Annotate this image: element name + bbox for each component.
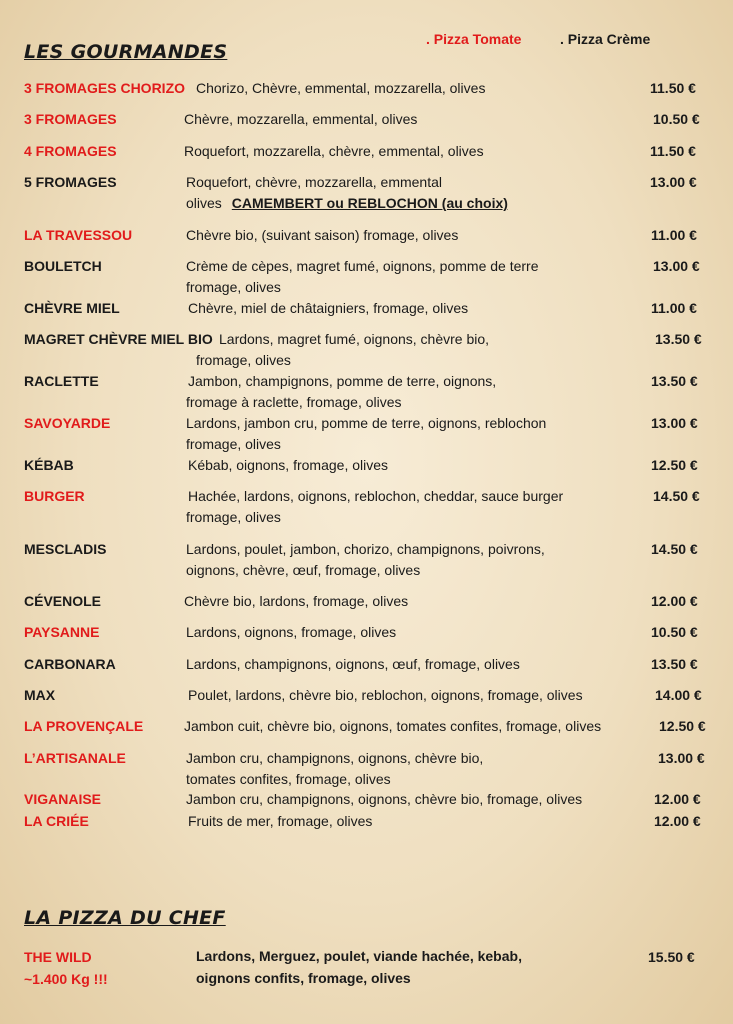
pizza-description: Lardons, champignons, oignons, œuf, fromage, olives xyxy=(186,656,520,672)
section-title-chef: LA PIZZA DU CHEF xyxy=(24,907,226,929)
pizza-price: 11.50 € xyxy=(650,80,696,96)
pizza-description: Hachée, lardons, oignons, reblochon, cheddar, sauce burger xyxy=(188,488,564,504)
legend-pizza-tomate: . Pizza Tomate xyxy=(426,31,522,47)
pizza-description: Kébab, oignons, fromage, olives xyxy=(188,457,389,473)
pizza-price: 11.00 € xyxy=(651,300,697,316)
pizza-description-line2: tomates confites, fromage, olives xyxy=(186,771,391,787)
pizza-description-line2: fromage, olives xyxy=(186,509,281,525)
pizza-description-line2: fromage à raclette, fromage, olives xyxy=(186,394,402,410)
chef-pizza-desc-line2: oignons confits, fromage, olives xyxy=(196,970,411,986)
pizza-name: LA CRIÉE xyxy=(24,813,89,829)
chef-pizza-price: 15.50 € xyxy=(648,949,695,965)
pizza-price: 12.50 € xyxy=(651,457,698,473)
pizza-price: 12.50 € xyxy=(659,718,706,734)
pizza-name: CHÈVRE MIEL xyxy=(24,300,120,316)
pizza-price: 13.00 € xyxy=(653,258,700,274)
pizza-price: 10.50 € xyxy=(653,111,700,127)
pizza-price: 12.00 € xyxy=(654,791,701,807)
pizza-price: 11.50 € xyxy=(650,143,696,159)
pizza-price: 13.00 € xyxy=(651,415,698,431)
pizza-name: 4 FROMAGES xyxy=(24,143,117,159)
pizza-name: CÉVENOLE xyxy=(24,593,102,609)
pizza-name: BURGER xyxy=(24,488,85,504)
pizza-description: Fruits de mer, fromage, olives xyxy=(188,813,373,829)
pizza-description-line2 xyxy=(186,193,508,214)
pizza-description: Chèvre bio, lardons, fromage, olives xyxy=(184,593,409,609)
pizza-name: MESCLADIS xyxy=(24,541,107,557)
pizza-description: Poulet, lardons, chèvre bio, reblochon, oignons, fromage, olives xyxy=(188,687,583,703)
pizza-description: Lardons, jambon cru, pomme de terre, oignons, reblochon xyxy=(186,415,547,431)
pizza-name: CARBONARA xyxy=(24,656,116,672)
pizza-description-line2: fromage, olives xyxy=(186,279,281,295)
pizza-name: PAYSANNE xyxy=(24,624,100,640)
pizza-price: 14.50 € xyxy=(653,488,700,504)
cheese-choice-note: CAMEMBERT ou REBLOCHON (au choix) xyxy=(231,195,508,211)
section-title-gourmandes: LES GOURMANDES xyxy=(24,41,228,63)
pizza-price: 12.00 € xyxy=(651,593,698,609)
pizza-price: 13.50 € xyxy=(651,373,698,389)
pizza-description: Jambon cru, champignons, oignons, chèvre bio, xyxy=(186,750,484,766)
pizza-price: 13.00 € xyxy=(650,174,697,190)
pizza-name: 3 FROMAGES xyxy=(24,111,117,127)
pizza-price: 13.50 € xyxy=(655,331,702,347)
pizza-price: 14.00 € xyxy=(655,687,702,703)
pizza-description-line2: fromage, olives xyxy=(186,436,281,452)
pizza-description: Chorizo, Chèvre, emmental, mozzarella, olives xyxy=(196,80,486,96)
description-prefix: olives xyxy=(186,195,222,211)
pizza-description: Roquefort, chèvre, mozzarella, emmental xyxy=(186,174,442,190)
pizza-name: BOULETCH xyxy=(24,258,102,274)
pizza-price: 12.00 € xyxy=(654,813,701,829)
pizza-price: 13.50 € xyxy=(651,656,698,672)
pizza-name: MAX xyxy=(24,687,56,703)
pizza-name: LA TRAVESSOU xyxy=(24,227,133,243)
legend-pizza-creme: . Pizza Crème xyxy=(560,31,651,47)
pizza-name: MAGRET CHÈVRE MIEL BIO xyxy=(24,331,213,347)
pizza-name: SAVOYARDE xyxy=(24,415,111,431)
pizza-description: Jambon, champignons, pomme de terre, oignons, xyxy=(188,373,497,389)
pizza-name: 3 FROMAGES CHORIZO xyxy=(24,80,186,96)
pizza-name: RACLETTE xyxy=(24,373,99,389)
pizza-description: Chèvre bio, (suivant saison) fromage, olives xyxy=(186,227,459,243)
pizza-price: 11.00 € xyxy=(651,227,697,243)
pizza-description: Chèvre, miel de châtaigniers, fromage, olives xyxy=(188,300,469,316)
pizza-description: Lardons, magret fumé, oignons, chèvre bio, xyxy=(219,331,490,347)
pizza-name: LA PROVENÇALE xyxy=(24,718,144,734)
pizza-name: VIGANAISE xyxy=(24,791,102,807)
pizza-description: Jambon cuit, chèvre bio, oignons, tomates confites, fromage, olives xyxy=(184,718,602,734)
pizza-description-line2: oignons, chèvre, œuf, fromage, olives xyxy=(186,562,421,578)
pizza-name: KÉBAB xyxy=(24,457,74,473)
pizza-description: Lardons, poulet, jambon, chorizo, champignons, poivrons, xyxy=(186,541,545,557)
pizza-price: 10.50 € xyxy=(651,624,698,640)
chef-pizza-weight: ~1.400 Kg !!! xyxy=(24,971,108,987)
pizza-description-line2: fromage, olives xyxy=(196,352,291,368)
pizza-description: Chèvre, mozzarella, emmental, olives xyxy=(184,111,418,127)
pizza-description: Lardons, oignons, fromage, olives xyxy=(186,624,397,640)
pizza-price: 14.50 € xyxy=(651,541,698,557)
pizza-description: Jambon cru, champignons, oignons, chèvre bio, fromage, olives xyxy=(186,791,583,807)
chef-pizza-desc-line1: Lardons, Merguez, poulet, viande hachée, kebab, xyxy=(196,948,522,964)
pizza-description: Crème de cèpes, magret fumé, oignons, pomme de terre xyxy=(186,258,539,274)
pizza-price: 13.00 € xyxy=(658,750,705,766)
chef-pizza-name: THE WILD xyxy=(24,949,92,965)
pizza-name: L’ARTISANALE xyxy=(24,750,126,766)
pizza-name: 5 FROMAGES xyxy=(24,174,117,190)
pizza-description: Roquefort, mozzarella, chèvre, emmental, olives xyxy=(184,143,484,159)
